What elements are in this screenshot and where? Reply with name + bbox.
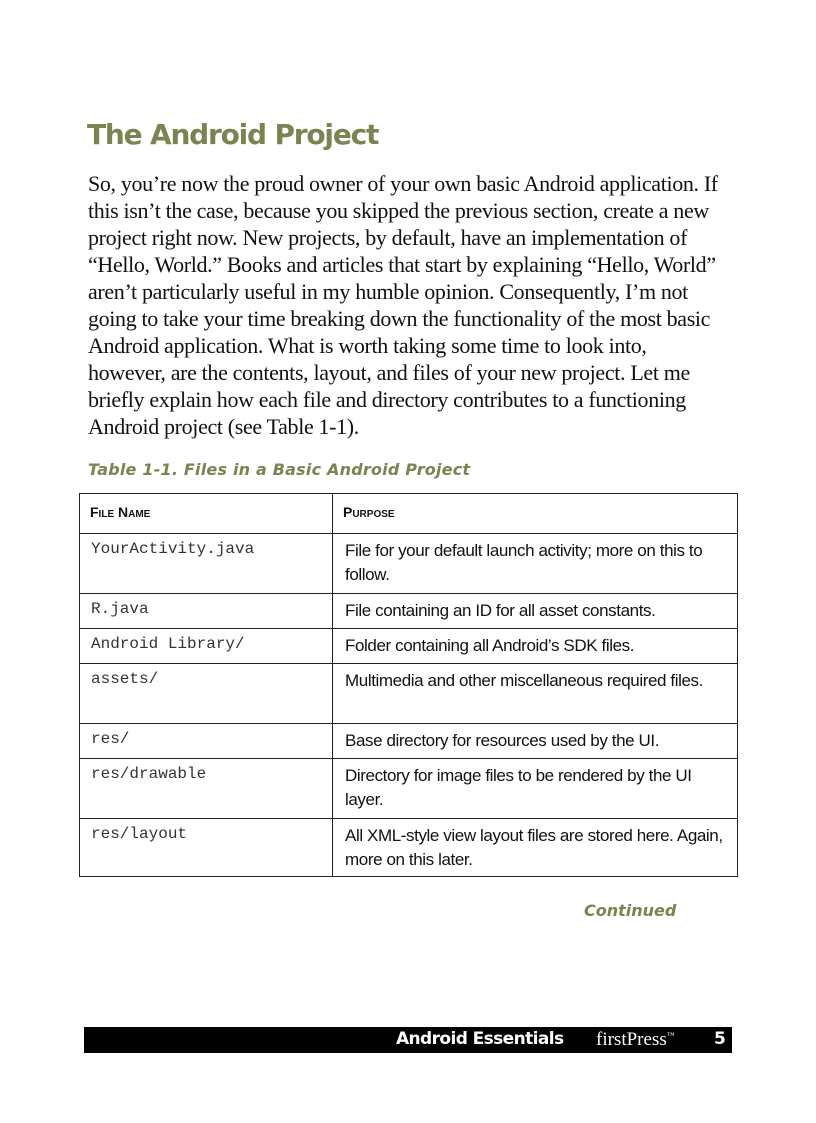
purpose-cell: All XML-style view layout files are stored here. Again, more on this later. [333, 819, 738, 877]
section-heading: The Android Project [87, 118, 379, 151]
table-row [80, 534, 738, 594]
trademark-mark: ™ [666, 1030, 675, 1040]
table-caption: Table 1-1. Files in a Basic Android Project [88, 460, 471, 479]
file-name-cell: res/drawable [80, 759, 333, 819]
continued-note: Continued [584, 901, 677, 920]
purpose-cell: Base directory for resources used by the UI. [333, 724, 738, 759]
purpose-cell: Multimedia and other miscellaneous required files. [333, 664, 738, 724]
file-name-cell: YourActivity.java [80, 534, 333, 594]
file-name-cell: res/layout [80, 819, 333, 877]
purpose-cell: File for your default launch activity; more on this to follow. [333, 534, 738, 594]
table-row [80, 724, 738, 759]
column-header-file-name: File Name [80, 494, 333, 534]
footer-book-title: Android Essentials [396, 1029, 564, 1049]
purpose-cell: Folder containing all Android’s SDK files. [333, 629, 738, 664]
table-header-row [80, 494, 738, 534]
file-name-cell: R.java [80, 594, 333, 629]
table-row [80, 759, 738, 819]
table-row [80, 594, 738, 629]
table-row [80, 819, 738, 877]
file-name-cell: Android Library/ [80, 629, 333, 664]
files-table [79, 493, 738, 877]
purpose-cell: File containing an ID for all asset constants. [333, 594, 738, 629]
page-number: 5 [714, 1029, 726, 1049]
table-row [80, 629, 738, 664]
publisher-name: firstPress [596, 1029, 667, 1050]
file-name-cell: res/ [80, 724, 333, 759]
footer-publisher-logo [596, 1029, 675, 1051]
page-footer [84, 1027, 732, 1053]
body-paragraph: So, you’re now the proud owner of your own basic Android application. If this isn’t the case, because you skipped the previous section, create a new project right now. New projects, by default, have an implementation of “Hello, World.” Books and articles that start by explaining “Hello, World” aren’t particularly useful in my humble opinion. Consequently, I’m not going to take your time breaking down the functionality of the most basic Android application. What is worth taking some time to look into, however, are the contents, layout, and files of your new project. Let me briefly explain how each file and directory contributes to a functioning Android project (see Table 1-1). [88, 171, 718, 439]
file-name-cell: assets/ [80, 664, 333, 724]
table-row [80, 664, 738, 724]
column-header-purpose: Purpose [333, 494, 738, 534]
purpose-cell: Directory for image files to be rendered by the UI layer. [333, 759, 738, 819]
